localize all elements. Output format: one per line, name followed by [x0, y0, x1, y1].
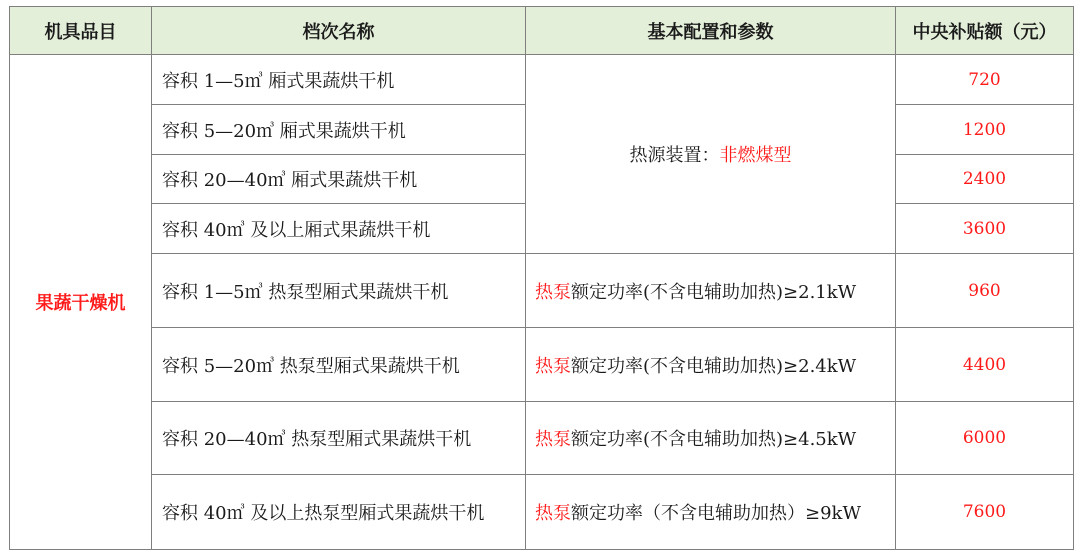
config-label: 热源装置：	[629, 145, 720, 166]
tier-cell: 容积 1—5㎥ 热泵型厢式果蔬烘干机	[152, 254, 526, 328]
amount-cell: 7600	[896, 475, 1074, 550]
header-config: 基本配置和参数	[526, 7, 896, 55]
amount-cell: 3600	[896, 204, 1074, 254]
category-cell	[10, 55, 152, 550]
table-row	[10, 55, 1074, 105]
heat-pump-label: 热泵	[535, 503, 571, 524]
heat-pump-label: 热泵	[535, 429, 571, 450]
amount-cell: 960	[896, 254, 1074, 328]
header-row	[10, 7, 1074, 55]
config-text: 额定功率(不含电辅助加热)≥2.1kW	[571, 281, 857, 303]
table-row	[10, 402, 1074, 475]
tier-cell: 容积 5—20㎥ 厢式果蔬烘干机	[152, 105, 526, 155]
amount-cell: 2400	[896, 155, 1074, 204]
header-tier: 档次名称	[152, 7, 526, 55]
config-text: 额定功率（不含电辅助加热）≥9kW	[571, 503, 861, 524]
config-value: 非燃煤型	[719, 145, 792, 166]
category-label: 果蔬干燥机	[35, 293, 126, 314]
heat-pump-label: 热泵	[535, 281, 571, 303]
tier-cell: 容积 20—40㎥ 厢式果蔬烘干机	[152, 155, 526, 204]
tier-cell: 容积 1—5㎥ 厢式果蔬烘干机	[152, 55, 526, 105]
tier-cell: 容积 40㎥ 及以上厢式果蔬烘干机	[152, 204, 526, 254]
table-row	[10, 328, 1074, 402]
config-cell	[526, 328, 896, 402]
amount-cell: 6000	[896, 402, 1074, 475]
amount-cell: 720	[896, 55, 1074, 105]
config-text: 额定功率(不含电辅助加热)≥2.4kW	[571, 355, 857, 377]
subsidy-table	[9, 6, 1074, 550]
amount-cell: 1200	[896, 105, 1074, 155]
config-cell-merged	[526, 55, 896, 254]
config-cell	[526, 402, 896, 475]
tier-cell: 容积 40㎥ 及以上热泵型厢式果蔬烘干机	[152, 475, 526, 550]
amount-cell: 4400	[896, 328, 1074, 402]
header-subsidy: 中央补贴额（元）	[896, 7, 1074, 55]
tier-cell: 容积 5—20㎥ 热泵型厢式果蔬烘干机	[152, 328, 526, 402]
tier-cell: 容积 20—40㎥ 热泵型厢式果蔬烘干机	[152, 402, 526, 475]
header-category: 机具品目	[10, 7, 152, 55]
config-cell	[526, 254, 896, 328]
table-row	[10, 475, 1074, 550]
config-text: 额定功率(不含电辅助加热)≥4.5kW	[571, 429, 857, 450]
heat-pump-label: 热泵	[535, 355, 571, 377]
config-cell	[526, 475, 896, 550]
table-row	[10, 254, 1074, 328]
